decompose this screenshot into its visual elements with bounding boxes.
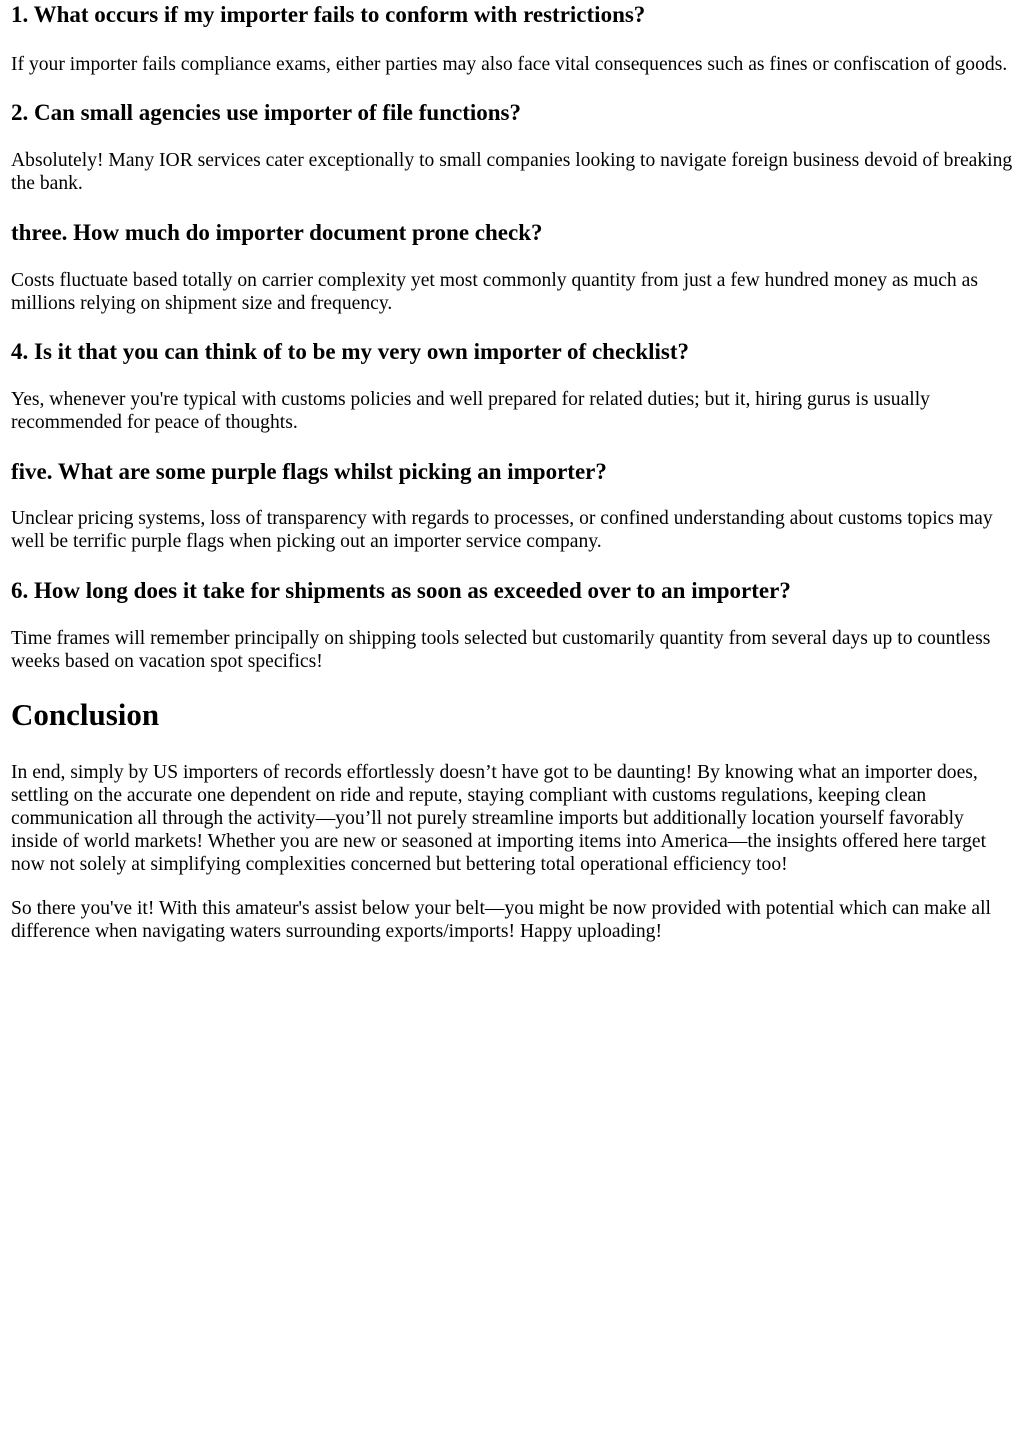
conclusion-heading: Conclusion	[11, 697, 160, 732]
faq-question-6: 6. How long does it take for shipments as soon as exceeded over to an importer?	[11, 578, 791, 603]
faq-question-2: 2. Can small agencies use importer of file functions?	[11, 100, 522, 125]
faq-answer-5: Unclear pricing systems, loss of transparency with regards to processes, or confined understanding about customs topics may well be terrific purple flags when picking out an importer service company.	[11, 508, 993, 552]
faq-answer-6: Time frames will remember principally on shipping tools selected but customarily quantity from several days up to countless weeks based on vacation spot specifics!	[11, 628, 991, 672]
faq-answer-3: Costs fluctuate based totally on carrier complexity yet most commonly quantity from just a few hundred money as much as millions relying on shipment size and frequency.	[11, 270, 978, 314]
conclusion-paragraph-2: So there you've it! With this amateur's assist below your belt—you might be now provided with potential which can make all difference when navigating waters surrounding exports/imports! Happy uploading!	[11, 898, 991, 942]
article-content	[0, 1, 1024, 943]
faq-answer-2: Absolutely! Many IOR services cater exceptionally to small companies looking to navigate foreign business devoid of breaking the bank.	[11, 150, 1013, 194]
faq-question-3: three. How much do importer document prone check?	[11, 220, 543, 245]
faq-answer-4: Yes, whenever you're typical with customs policies and well prepared for related duties; but it, hiring gurus is usually recommended for peace of thoughts.	[11, 389, 930, 433]
faq-question-1: 1. What occurs if my importer fails to conform with restrictions?	[11, 2, 646, 27]
faq-answer-1: If your importer fails compliance exams, either parties may also face vital consequences such as fines or confiscation of goods.	[11, 54, 1008, 75]
faq-question-5: five. What are some purple flags whilst picking an importer?	[11, 459, 607, 484]
faq-question-4: 4. Is it that you can think of to be my very own importer of checklist?	[11, 339, 690, 364]
conclusion-paragraph-1: In end, simply by US importers of records effortlessly doesn’t have got to be daunting! By knowing what an importer does, settling on the accurate one dependent on ride and repute, staying compliant with customs regulations, keeping clean communication all through the activity—you’ll not purely streamline imports but additionally location yourself favorably inside of world markets! Whether you are new or seasoned at importing items into America—the insights offered here target now not solely at simplifying complexities concerned but bettering total operational efficiency too!	[11, 762, 987, 875]
